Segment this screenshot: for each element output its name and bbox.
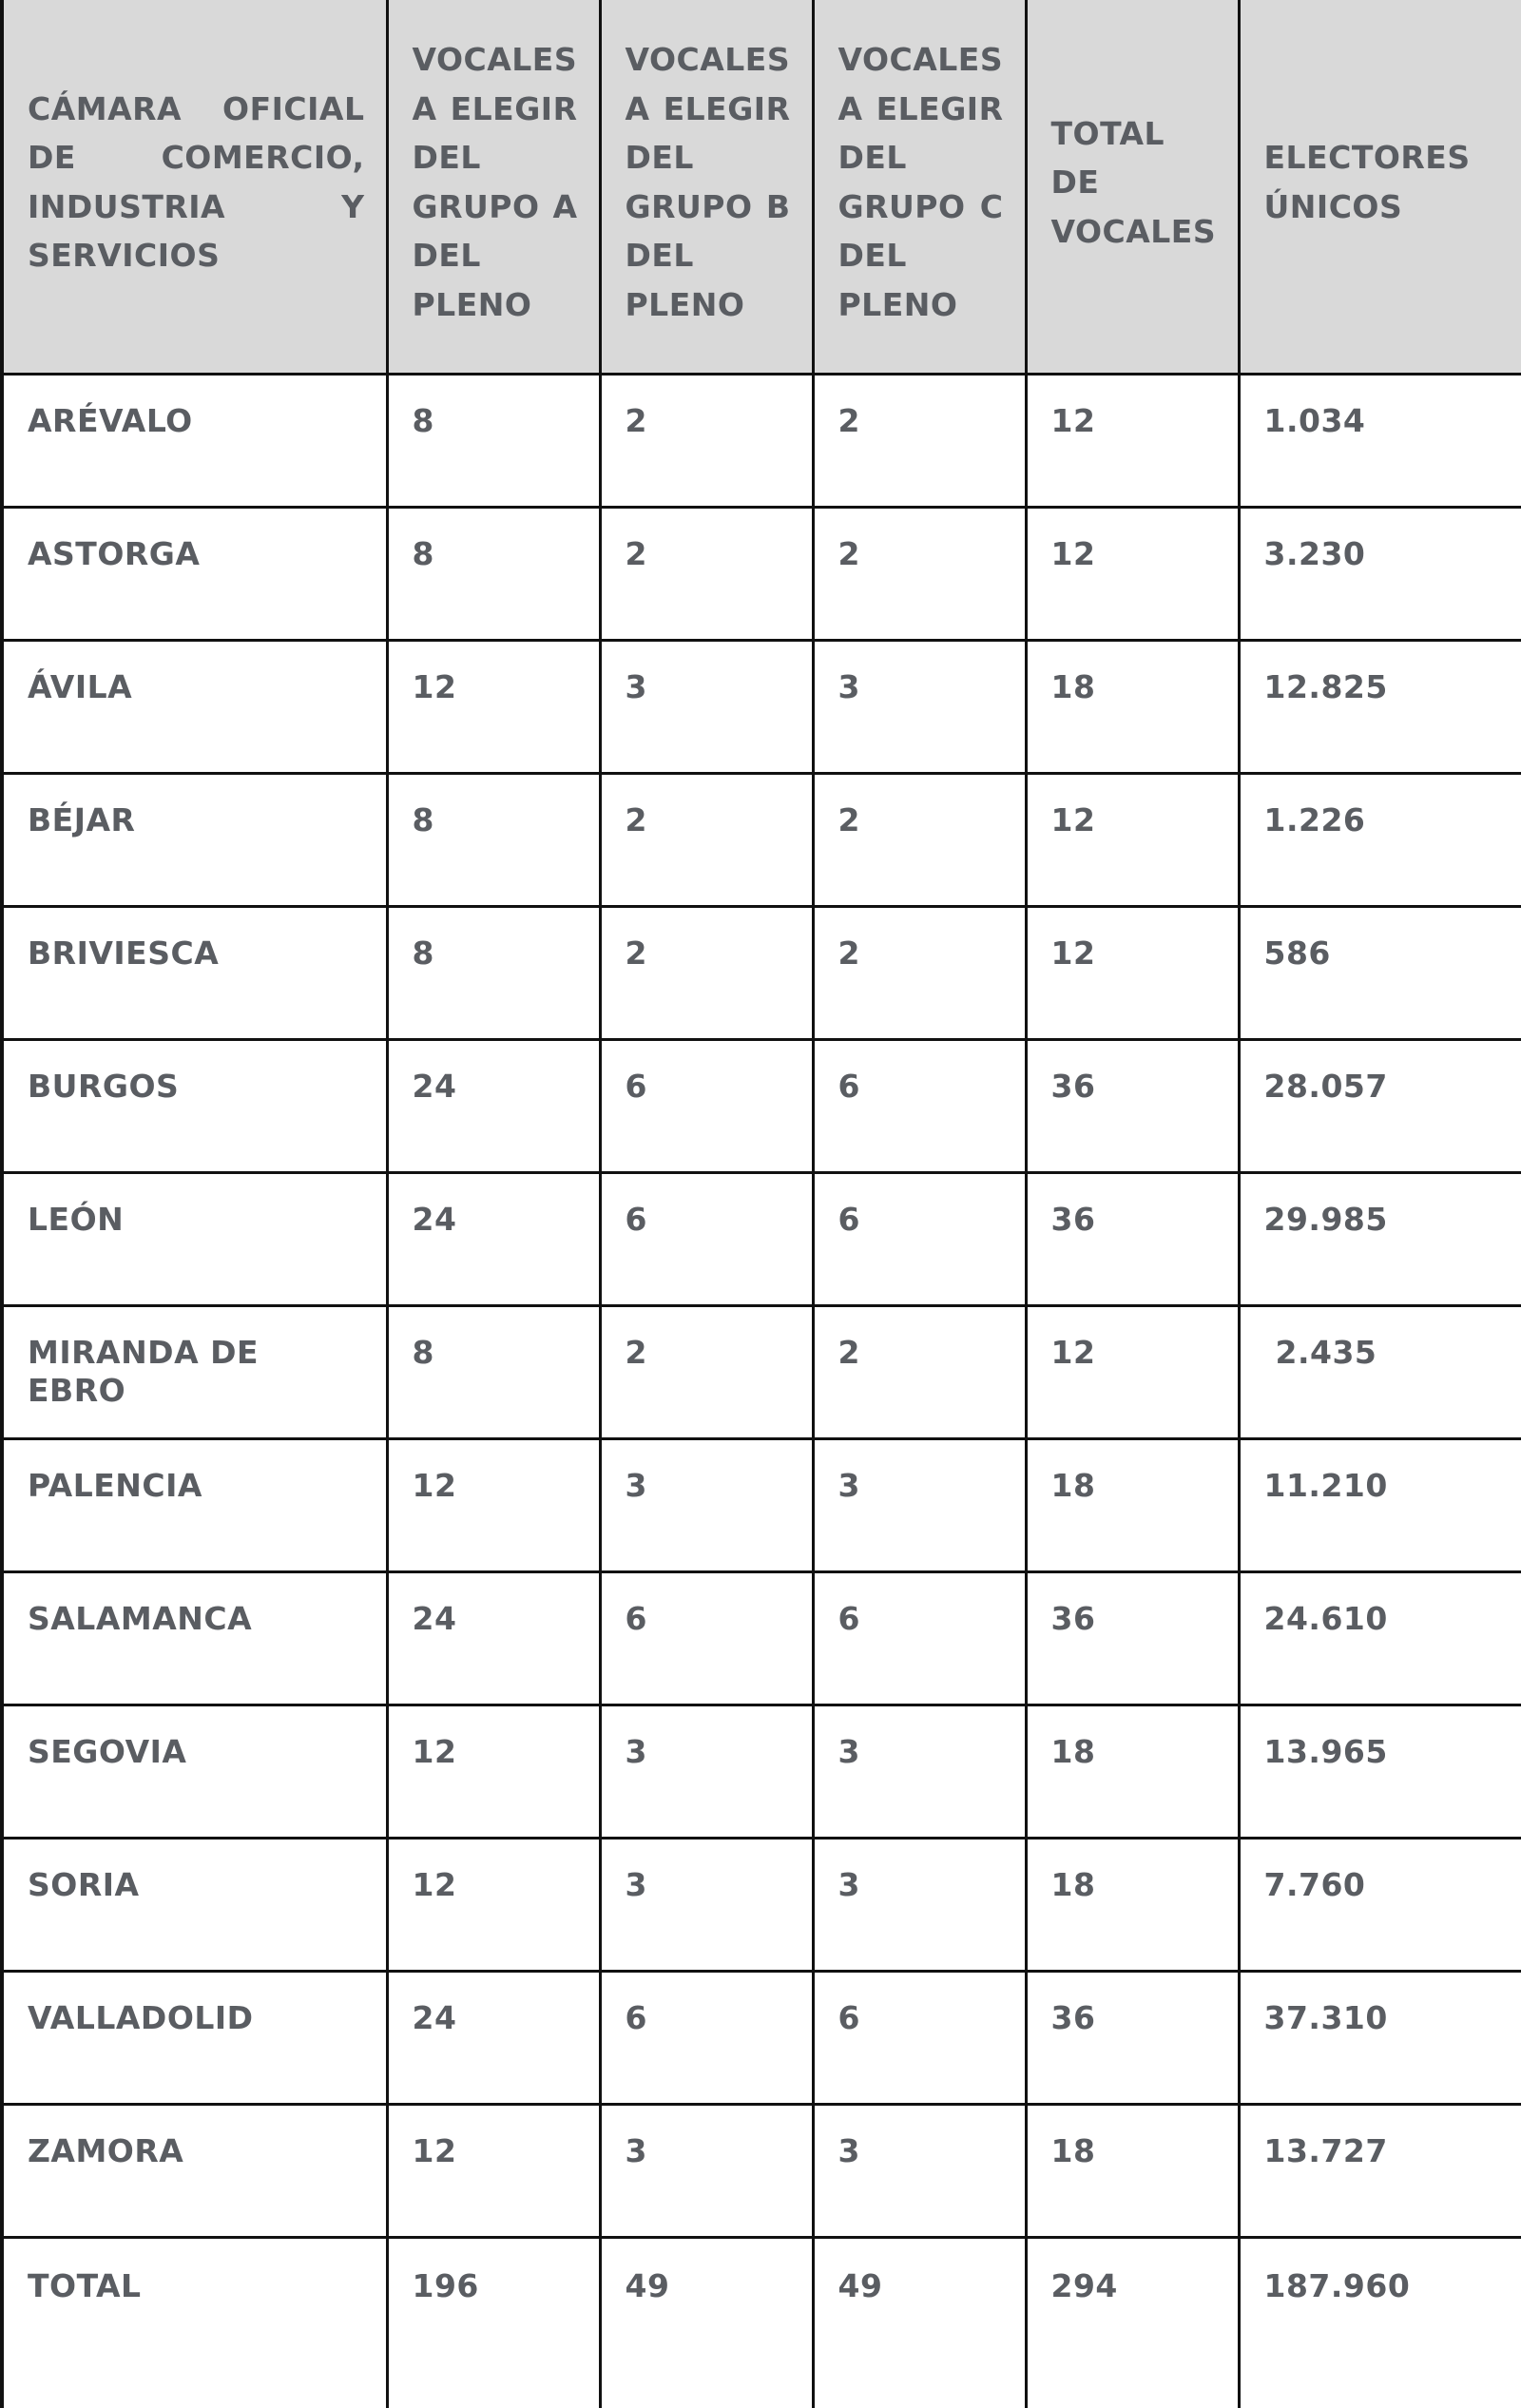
- cell-chamber: VALLADOLID: [2, 1971, 387, 2104]
- table-header: [2, 0, 1521, 374]
- table-row: [2, 773, 1521, 906]
- table-row: [2, 1838, 1521, 1971]
- table-row: [2, 640, 1521, 773]
- cell-group-a: 12: [387, 640, 600, 773]
- cell-group-c: 6: [813, 1039, 1026, 1172]
- total-label: TOTAL: [2, 2237, 387, 2408]
- cell-electores: 13.727: [1239, 2104, 1521, 2237]
- cell-group-a: 8: [387, 773, 600, 906]
- total-vocales: 294: [1026, 2237, 1239, 2408]
- cell-group-c: 6: [813, 1571, 1026, 1705]
- cell-chamber: SALAMANCA: [2, 1571, 387, 1705]
- header-group-b: VOCALES A ELEGIR DEL GRUPO B DEL PLENO: [600, 0, 813, 374]
- table-row: [2, 1172, 1521, 1305]
- cell-group-a: 24: [387, 1039, 600, 1172]
- cell-electores: 2.435: [1239, 1305, 1521, 1438]
- cell-electores: 29.985: [1239, 1172, 1521, 1305]
- cell-total-vocales: 12: [1026, 374, 1239, 507]
- cell-group-a: 8: [387, 507, 600, 640]
- cell-electores: 11.210: [1239, 1438, 1521, 1571]
- total-electores: 187.960: [1239, 2237, 1521, 2408]
- table-row: [2, 1305, 1521, 1438]
- header-total-vocales: TOTAL DE VOCALES: [1026, 0, 1239, 374]
- table-row: [2, 507, 1521, 640]
- cell-group-a: 12: [387, 2104, 600, 2237]
- cell-electores: 1.226: [1239, 773, 1521, 906]
- cell-total-vocales: 12: [1026, 1305, 1239, 1438]
- table-row: [2, 1971, 1521, 2104]
- cell-group-a: 8: [387, 374, 600, 507]
- cell-chamber: BÉJAR: [2, 773, 387, 906]
- cell-group-b: 6: [600, 1172, 813, 1305]
- cell-group-c: 2: [813, 773, 1026, 906]
- cell-group-a: 12: [387, 1705, 600, 1838]
- cell-total-vocales: 18: [1026, 1705, 1239, 1838]
- cell-group-b: 2: [600, 1305, 813, 1438]
- total-row: [2, 2237, 1521, 2408]
- cell-total-vocales: 36: [1026, 1039, 1239, 1172]
- cell-group-c: 3: [813, 1838, 1026, 1971]
- cell-group-c: 3: [813, 2104, 1026, 2237]
- header-electores-unicos: ELECTORES ÚNICOS: [1239, 0, 1521, 374]
- cell-group-b: 2: [600, 906, 813, 1039]
- cell-total-vocales: 12: [1026, 507, 1239, 640]
- cell-group-c: 2: [813, 906, 1026, 1039]
- cell-group-c: 3: [813, 640, 1026, 773]
- header-group-c: VOCALES A ELEGIR DEL GRUPO C DEL PLENO: [813, 0, 1026, 374]
- cell-chamber: SEGOVIA: [2, 1705, 387, 1838]
- cell-group-b: 2: [600, 374, 813, 507]
- cell-group-a: 8: [387, 906, 600, 1039]
- cell-group-b: 3: [600, 640, 813, 773]
- cell-electores: 12.825: [1239, 640, 1521, 773]
- cell-electores: 37.310: [1239, 1971, 1521, 2104]
- cell-electores: 586: [1239, 906, 1521, 1039]
- table-row: [2, 906, 1521, 1039]
- cell-total-vocales: 18: [1026, 2104, 1239, 2237]
- cell-chamber: ASTORGA: [2, 507, 387, 640]
- total-group-b: 49: [600, 2237, 813, 2408]
- total-group-c: 49: [813, 2237, 1026, 2408]
- cell-group-c: 2: [813, 374, 1026, 507]
- table-row: [2, 1438, 1521, 1571]
- cell-group-c: 6: [813, 1172, 1026, 1305]
- cell-chamber: ARÉVALO: [2, 374, 387, 507]
- table-row: [2, 2104, 1521, 2237]
- cell-group-b: 3: [600, 1438, 813, 1571]
- cell-group-a: 24: [387, 1971, 600, 2104]
- cell-total-vocales: 18: [1026, 1438, 1239, 1571]
- cell-total-vocales: 18: [1026, 1838, 1239, 1971]
- header-row: [2, 0, 1521, 374]
- table-row: [2, 374, 1521, 507]
- cell-group-b: 3: [600, 2104, 813, 2237]
- cell-chamber: SORIA: [2, 1838, 387, 1971]
- table-row: [2, 1039, 1521, 1172]
- cell-electores: 24.610: [1239, 1571, 1521, 1705]
- cell-group-b: 2: [600, 773, 813, 906]
- cell-total-vocales: 36: [1026, 1172, 1239, 1305]
- cell-group-b: 3: [600, 1838, 813, 1971]
- cell-chamber: ÁVILA: [2, 640, 387, 773]
- cell-electores: 28.057: [1239, 1039, 1521, 1172]
- cell-group-b: 6: [600, 1039, 813, 1172]
- cell-group-c: 3: [813, 1705, 1026, 1838]
- cell-electores: 13.965: [1239, 1705, 1521, 1838]
- cell-chamber: PALENCIA: [2, 1438, 387, 1571]
- cell-group-b: 6: [600, 1571, 813, 1705]
- cell-total-vocales: 12: [1026, 906, 1239, 1039]
- header-group-a: VOCALES A ELEGIR DEL GRUPO A DEL PLENO: [387, 0, 600, 374]
- cell-electores: 1.034: [1239, 374, 1521, 507]
- cell-total-vocales: 18: [1026, 640, 1239, 773]
- cell-chamber: BRIVIESCA: [2, 906, 387, 1039]
- cell-group-c: 2: [813, 507, 1026, 640]
- cell-electores: 3.230: [1239, 507, 1521, 640]
- cell-chamber: MIRANDA DE EBRO: [2, 1305, 387, 1438]
- header-chamber: CÁMARA OFICIAL DE COMERCIO, INDUSTRIA Y SERVICIOS: [2, 0, 387, 374]
- cell-group-c: 2: [813, 1305, 1026, 1438]
- table-row: [2, 1571, 1521, 1705]
- cell-group-a: 12: [387, 1438, 600, 1571]
- cell-chamber: LEÓN: [2, 1172, 387, 1305]
- cell-group-b: 6: [600, 1971, 813, 2104]
- table-body: [2, 374, 1521, 2408]
- cell-electores: 7.760: [1239, 1838, 1521, 1971]
- table-row: [2, 1705, 1521, 1838]
- cell-group-c: 3: [813, 1438, 1026, 1571]
- cell-chamber: BURGOS: [2, 1039, 387, 1172]
- cell-total-vocales: 12: [1026, 773, 1239, 906]
- cell-group-b: 2: [600, 507, 813, 640]
- cell-group-a: 24: [387, 1172, 600, 1305]
- cell-chamber: ZAMORA: [2, 2104, 387, 2237]
- total-group-a: 196: [387, 2237, 600, 2408]
- cell-group-a: 12: [387, 1838, 600, 1971]
- cell-group-a: 8: [387, 1305, 600, 1438]
- cell-group-b: 3: [600, 1705, 813, 1838]
- cell-total-vocales: 36: [1026, 1971, 1239, 2104]
- cell-group-c: 6: [813, 1971, 1026, 2104]
- cell-total-vocales: 36: [1026, 1571, 1239, 1705]
- cell-group-a: 24: [387, 1571, 600, 1705]
